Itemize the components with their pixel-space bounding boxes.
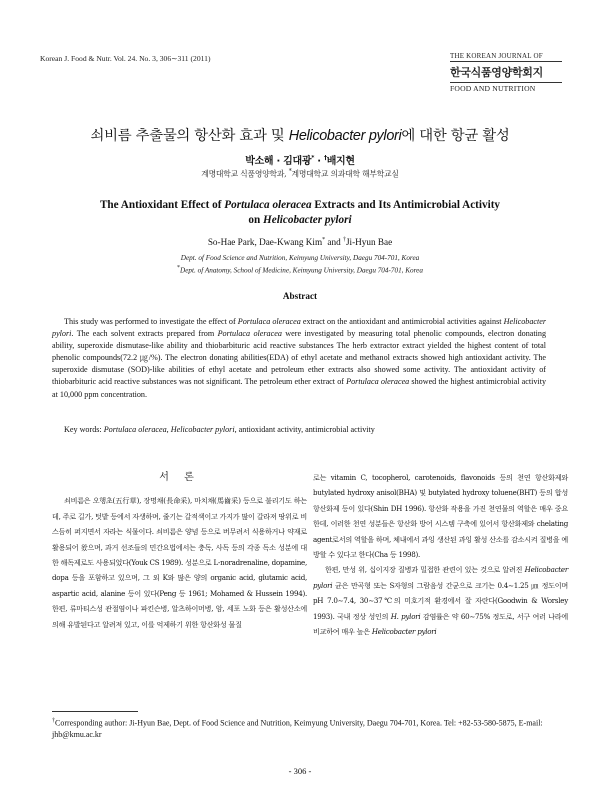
running-header: Korean J. Food & Nutr. Vol. 24. No. 3, 306∼311 (2011) bbox=[40, 54, 211, 63]
journal-logo bbox=[450, 52, 562, 93]
korean-authors: 박소해 · 김대광* · †배지현 bbox=[245, 154, 355, 167]
page-number: - 306 - bbox=[288, 766, 312, 776]
intro-right-column bbox=[313, 470, 568, 639]
abstract-body: This study was performed to investigate the effect of Portulaca oleracea extract on the antioxidant and antimicrobial activities against Helicobacter pylori. The each solvent extracts prepared from Portulaca oleracea were investigated by measuring total phenolic compounds, electron donating ability, superoxide dismutase-like ability and thiobarbituric acid reactive substances The herb extractor extract yielded the highest content of total phenolic compounds(72.2 ㎍/%). The electron donating abilities(EDA) of ethyl acetate and methanol extracts showed high antioxidant activity. The superoxide dismutase (SOD)-like abilities of ethyl acetate and petroleum ether extracts also showed some activity. The antioxidant activity of thiobarbituric acid reactive substances was not significant. The petroleum ether extract of Portulaca oleracea showed the highest antimicrobial activity at 10,000 ppm concentration. bbox=[52, 317, 547, 399]
journal-name-line3: FOOD AND NUTRITION bbox=[450, 82, 562, 93]
korean-title: 쇠비름 추출물의 항산화 효과 및 Helicobacter pylori에 대한 항균 활성 bbox=[90, 128, 510, 144]
abstract-heading: Abstract bbox=[282, 291, 318, 301]
footnote-divider bbox=[52, 711, 138, 712]
corresponding-author-footnote: †Corresponding author: Ji-Hyun Bae, Dept. of Food Science and Nutrition, Keimyung University, Daegu 704-701, Korea. Tel: +82-53-580-5875, E-mail: jhb@kmu.ac.kr bbox=[52, 718, 543, 739]
english-authors: So-Hae Park, Dae-Kwang Kim* and †Ji-Hyun Bae bbox=[207, 237, 393, 248]
korean-affiliations: 계명대학교 식품영양학과, *계명대학교 의과대학 해부학교실 bbox=[201, 168, 399, 179]
intro-paragraph-1-cont: 로는 vitamin C, tocopherol, carotenoids, flavonoids 등의 천연 항산화제와 butylated hydroxy anisol(BHA) 및 butylated hydroxy toluene(BHT) 등의 합성 항산화제 등이 있다(Shin DH 1996). 항산화 작용을 가진 천연물의 역할은 매우 중요한데, 이러한 천연 성분들은 항산화 방어 시스템 구축에 있어서 항산화제와 chelating agent로서의 역할을 하며, 체내에서 과잉 생산된 과잉 활성 산소를 감소시켜 질병을 예방할 수 있다고 한다(Cha 등 1998). bbox=[313, 473, 568, 560]
english-affiliation-2: *Dept. of Anatomy, School of Medicine, Keimyung University, Daegu 704-701, Korea bbox=[177, 265, 423, 275]
intro-paragraph-2: 한편, 만성 위, 십이지장 질병과 밀접한 관련이 있는 것으로 알려진 Helicobacter pylori 균은 만곡형 또는 S자형의 그람음성 간균으로 크기는 0.4∼1.25 ㎛ 정도이며 pH 7.0∼7.4, 30∼37℃의 미호기적 환경에서 잘 자란다(Goodwin & Worsley 1993). 국내 정상 성인의 H. pylori 감염률은 약 60∼75% 정도로, 서구 여러 나라에 비교하여 매우 높은 Helicobacter pylori bbox=[313, 565, 568, 637]
intro-heading: 서 론 bbox=[159, 472, 200, 483]
intro-left-column bbox=[52, 470, 307, 632]
english-affiliation-1: Dept. of Food Science and Nutrition, Keimyung University, Daegu 704-701, Korea bbox=[180, 254, 420, 262]
keywords: Key words: Portulaca oleracea, Helicobacter pylori, antioxidant activity, antimicrobial activity bbox=[64, 425, 375, 434]
journal-name-line1: THE KOREAN JOURNAL OF bbox=[450, 52, 562, 62]
intro-paragraph-1: 쇠비름은 오행초(五行草), 장명채(長命采), 마치채(馬齒采) 등으로 불리기도 하는데, 주로 길가, 텃밭 등에서 자생하며, 줄기는 갈적색이고 가지가 많이 갈라져 땅위로 비스듬히 퍼지면서 자라는 식물이다. 쇠비름은 양념 등으로 버무려서 식용하거나 약재로 활용되어 왔으며, 과거 선조들의 민간요법에서는 충독, 사독 등의 각종 독소 성분에 대한 해독제로도 사용되었다(Youk CS 1989). 성분으로 L-noradrenaline, dopamine, dopa 등을 포함하고 있으며, 그 외 K와 많은 양의 organic acid, glutamic acid, aspartic acid, alanine 등이 있다(Peng 등 1961; Mohamed & Hussein 1994). 한편, 류마티스성 관절염이나 파킨슨병, 알츠하이머병, 암, 세포 노화 등은 활성산소에 의해 유발된다고 알려져 있고, 이를 억제하기 위한 항산화성 물질 bbox=[52, 496, 307, 629]
journal-name-korean: 한국식품영양학회지 bbox=[450, 66, 543, 79]
english-title: The Antioxidant Effect of Portulaca oleracea Extracts and Its Antimicrobial Activity on Helicobacter pylori bbox=[99, 199, 501, 226]
